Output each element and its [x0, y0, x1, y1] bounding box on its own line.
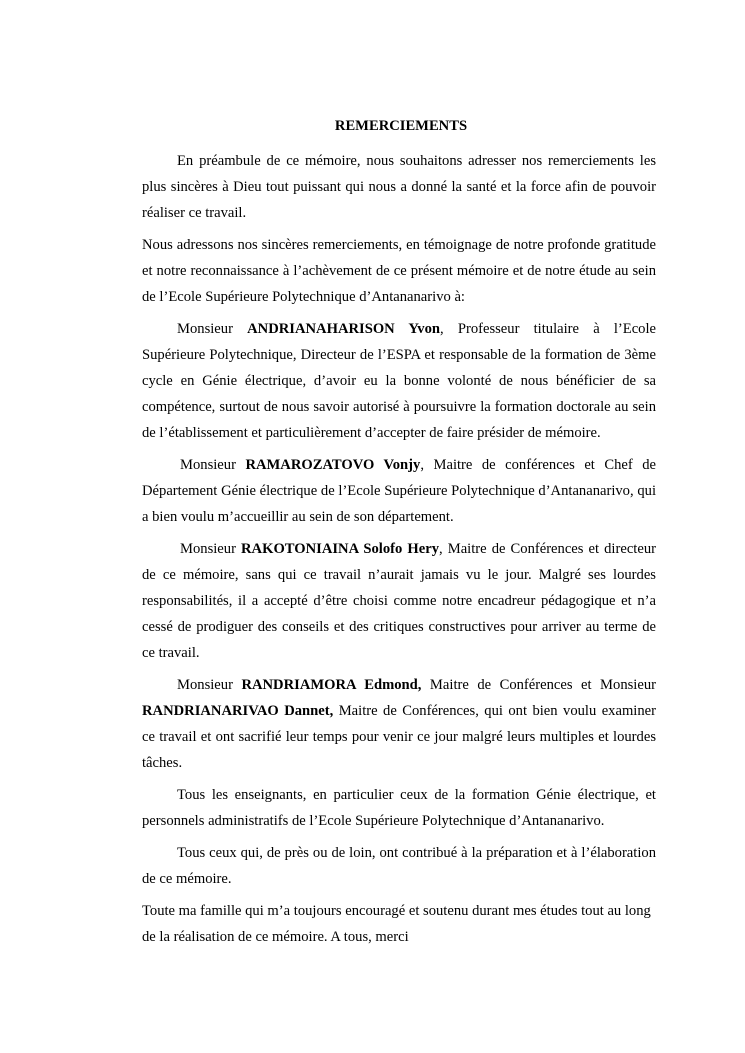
- paragraph-gratitude: Nous adressons nos sincères remerciements, en témoignage de notre profonde gratitude et notre reconnaissance à l’achèvement de ce présent mémoire et de notre étude au sein de l’Ecole Supérieure Polytechnique d’Antananarivo à:: [142, 237, 656, 305]
- page-title: REMERCIEMENTS: [334, 118, 468, 134]
- paragraph-contributors: Tous ceux qui, de près ou de loin, ont contribué à la préparation et à l’élaboration de ce mémoire.: [142, 845, 656, 887]
- paragraph-ramarozatovo: [142, 452, 656, 530]
- paragraph-teachers: Tous les enseignants, en particulier ceux de la formation Génie électrique, et personnels administratifs de l’Ecole Supérieure Polytechnique d’Antananarivo.: [142, 787, 656, 829]
- salutation: Monsieur: [177, 677, 242, 693]
- salutation: Monsieur: [177, 321, 248, 337]
- salutation: Monsieur: [180, 541, 242, 557]
- paragraph-text: Maitre de Conférences et Monsieur: [421, 677, 656, 693]
- person-name: RAKOTONIAINA Solofo Hery: [241, 541, 439, 557]
- paragraph-text: Maitre de Conférences, qui ont bien voulu examiner ce travail et ont sacrifié leur temps pour venir ce jour malgré leurs multiples et lourdes tâches.: [142, 703, 656, 771]
- paragraph-andrianaharison: [142, 316, 656, 446]
- person-name: RANDRIANARIVAO Dannet,: [142, 703, 334, 719]
- person-name: RAMAROZATOVO Vonjy: [245, 457, 421, 473]
- paragraph-text: , Maitre de Conférences et directeur de ce mémoire, sans qui ce travail n’aurait jamais vu le jour. Malgré ses lourdes responsabilités, il a accepté d’être choisi comme notre encadreur pédagogique et n’a cessé de prodiguer des conseils et des critiques constructives pour arriver au terme de ce travail.: [142, 541, 656, 661]
- paragraph-examiners: [142, 672, 656, 776]
- person-name: RANDRIAMORA Edmond,: [241, 677, 422, 693]
- salutation: Monsieur: [180, 457, 246, 473]
- paragraph-family: Toute ma famille qui m’a toujours encouragé et soutenu durant mes études tout au long de la réalisation de ce mémoire. A tous, merci: [142, 903, 651, 945]
- paragraph-text: , Maitre de conférences et Chef de Département Génie électrique de l’Ecole Supérieure Polytechnique d’Antananarivo, qui a bien voulu m’accueillir au sein de son département.: [142, 457, 656, 525]
- paragraph-rakotoniaina: [142, 536, 656, 666]
- paragraph-text: , Professeur titulaire à l’Ecole Supérieure Polytechnique, Directeur de l’ESPA et responsable de la formation de 3ème cycle en Génie électrique, d’avoir eu la bonne volonté de nous bénéficier de sa compétence, surtout de nous savoir autorisé à poursuivre la formation doctorale au sein de l’établissement et particulièrement d’accepter de faire présider de mémoire.: [142, 321, 657, 441]
- paragraph-preamble: En préambule de ce mémoire, nous souhaitons adresser nos remerciements les plus sincères à Dieu tout puissant qui nous a donné la santé et la force afin de pouvoir réaliser ce travail.: [142, 153, 656, 221]
- person-name: ANDRIANAHARISON Yvon: [247, 321, 440, 337]
